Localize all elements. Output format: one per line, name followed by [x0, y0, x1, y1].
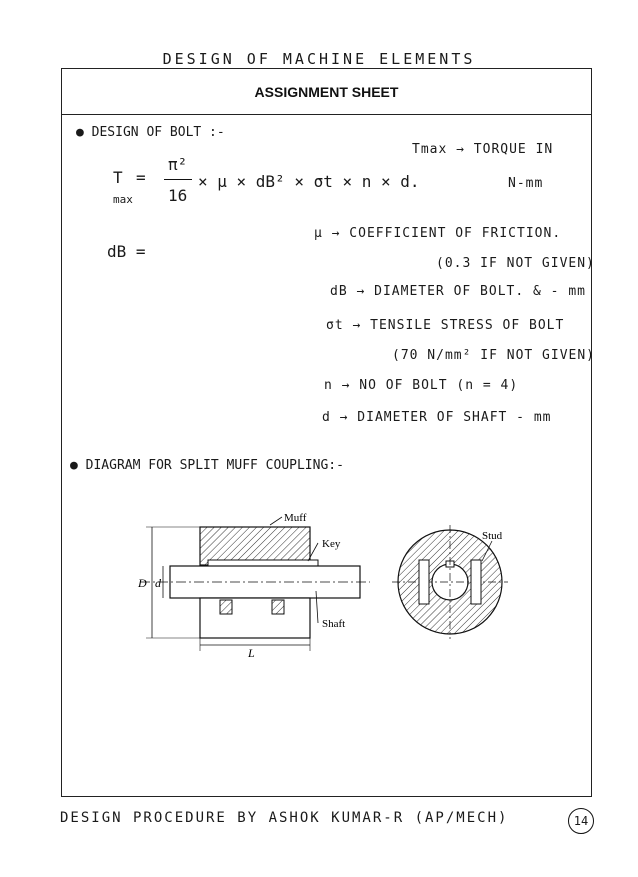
page-number: 14 [568, 808, 594, 834]
formula-numerator: π² [168, 155, 188, 174]
definition-sigma-default: (70 N/mm² IF NOT GIVEN) [392, 348, 596, 363]
label-shaft: Shaft [322, 618, 346, 630]
definition-mu: μ → COEFFICIENT OF FRICTION. [314, 226, 562, 241]
stud-left-shape [419, 560, 429, 604]
label-L: L [248, 646, 255, 660]
sheet-title: ASSIGNMENT SHEET [254, 83, 399, 100]
db-label: dB = [107, 242, 146, 261]
section2-heading-text: DIAGRAM FOR SPLIT MUFF COUPLING:- [85, 458, 344, 473]
section1-heading [76, 125, 225, 140]
stud-right-shape [471, 560, 481, 604]
definition-n: n → NO OF BOLT (n = 4) [324, 378, 519, 393]
bolt-right-shape [272, 600, 284, 614]
label-muff: Muff [284, 512, 307, 524]
formula-lhs-sub: max [113, 193, 133, 206]
sheet-title-row [62, 69, 591, 115]
definition-d: d → DIAMETER OF SHAFT - mm [322, 410, 552, 425]
label-D: D [138, 576, 147, 590]
bolt-left-shape [220, 600, 232, 614]
label-key: Key [322, 538, 341, 550]
definition-sigma: σt → TENSILE STRESS OF BOLT [326, 318, 565, 333]
torque-note-line2: N-mm [508, 176, 544, 191]
key-shape [208, 560, 318, 566]
bullet-icon: ● [76, 125, 92, 140]
torque-note-line1: Tmax → TORQUE IN [412, 142, 554, 157]
split-muff-coupling-diagram [130, 505, 530, 665]
formula-eq: = [136, 168, 146, 187]
footer-text: DESIGN PROCEDURE BY ASHOK KUMAR-R (AP/MECH) [60, 810, 509, 826]
label-stud: Stud [482, 530, 503, 542]
section1-heading-text: DESIGN OF BOLT :- [91, 125, 225, 140]
fraction-bar [164, 179, 192, 180]
bullet-icon: ● [70, 458, 86, 473]
definition-mu-default: (0.3 IF NOT GIVEN) [436, 256, 595, 271]
label-d: d [155, 576, 161, 590]
formula-lhs: T [113, 168, 123, 187]
definition-db: dB → DIAMETER OF BOLT. & - mm [330, 284, 586, 299]
muff-leader [270, 517, 282, 525]
muff-upper-half [200, 527, 310, 565]
section2-heading [70, 458, 344, 473]
header-title: DESIGN OF MACHINE ELEMENTS [162, 50, 476, 68]
formula-denominator: 16 [168, 186, 188, 205]
formula-rest: × μ × dB² × σt × n × d. [198, 172, 420, 191]
muff-lower-half [200, 598, 310, 638]
